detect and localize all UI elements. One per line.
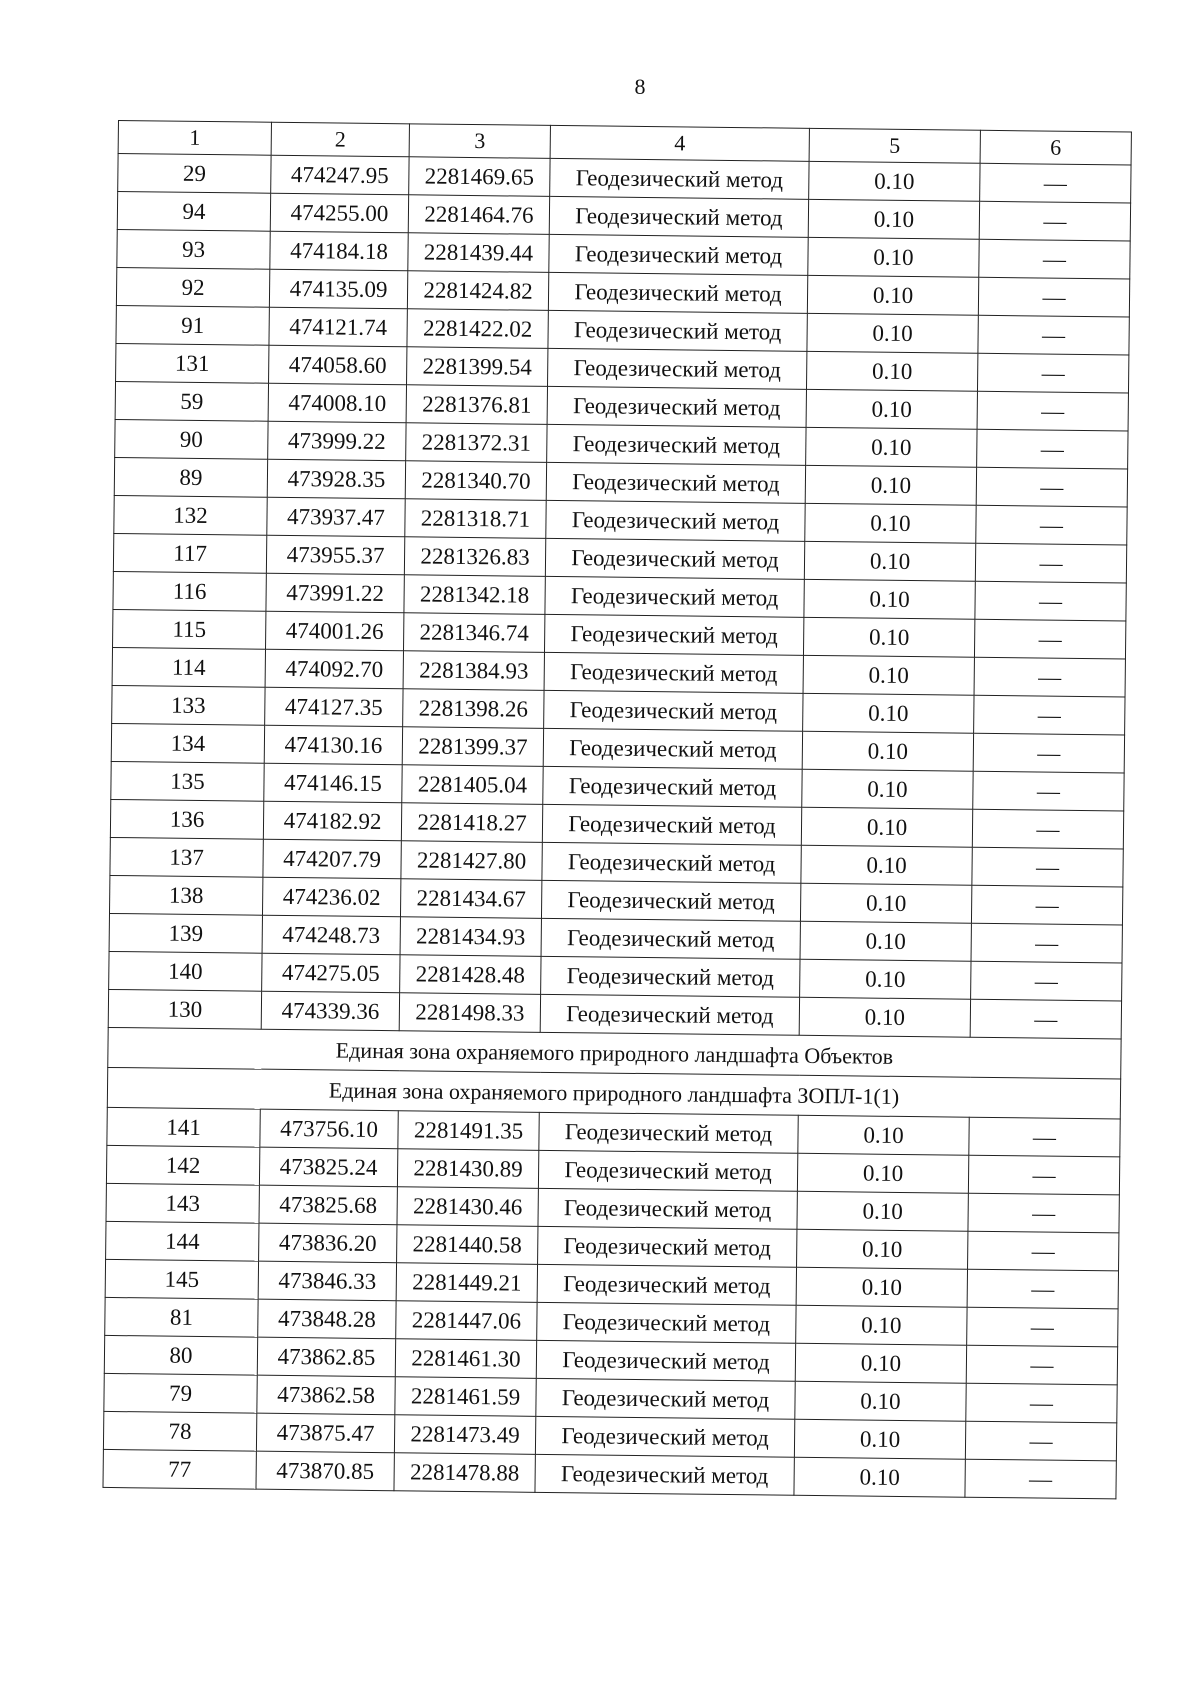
method-cell: Геодезический метод	[545, 576, 804, 617]
method-cell: Геодезический метод	[550, 158, 809, 199]
x-coordinate-cell: 474275.05	[262, 953, 400, 993]
note-cell: —	[971, 961, 1122, 1001]
accuracy-cell: 0.10	[806, 427, 977, 467]
accuracy-cell: 0.10	[801, 807, 972, 847]
accuracy-cell: 0.10	[794, 1457, 965, 1497]
accuracy-cell: 0.10	[800, 959, 971, 999]
method-cell: Геодезический метод	[545, 538, 804, 579]
x-coordinate-cell: 473991.22	[266, 573, 404, 613]
method-cell: Геодезический метод	[541, 918, 800, 959]
x-coordinate-cell: 474207.79	[263, 839, 401, 879]
point-number-cell: 135	[111, 761, 264, 801]
method-cell: Геодезический метод	[544, 690, 803, 731]
y-coordinate-cell: 2281424.82	[407, 271, 548, 311]
x-coordinate-cell: 473825.68	[259, 1185, 397, 1225]
note-cell: —	[965, 1421, 1116, 1461]
note-cell: —	[970, 999, 1121, 1039]
point-number-cell: 133	[112, 685, 265, 725]
column-header: 3	[409, 124, 550, 159]
method-cell: Геодезический метод	[544, 614, 803, 655]
method-cell: Геодезический метод	[548, 348, 807, 389]
note-cell: —	[977, 353, 1128, 393]
method-cell: Геодезический метод	[536, 1340, 795, 1381]
point-number-cell: 114	[112, 647, 265, 687]
point-number-cell: 134	[111, 723, 264, 763]
accuracy-cell: 0.10	[808, 237, 979, 277]
x-coordinate-cell: 473756.10	[260, 1109, 398, 1149]
note-cell: —	[966, 1383, 1117, 1423]
accuracy-cell: 0.10	[808, 199, 979, 239]
note-cell: —	[976, 505, 1127, 545]
method-cell: Геодезический метод	[541, 956, 800, 997]
note-cell: —	[967, 1269, 1118, 1309]
point-number-cell: 90	[115, 419, 268, 459]
y-coordinate-cell: 2281342.18	[404, 575, 545, 615]
point-number-cell: 141	[107, 1107, 260, 1147]
y-coordinate-cell: 2281399.54	[407, 347, 548, 387]
point-number-cell: 79	[104, 1373, 257, 1413]
y-coordinate-cell: 2281384.93	[403, 651, 544, 691]
note-cell: —	[974, 619, 1125, 659]
point-number-cell: 137	[110, 837, 263, 877]
method-cell: Геодезический метод	[537, 1264, 796, 1305]
point-number-cell: 77	[103, 1449, 256, 1489]
y-coordinate-cell: 2281430.89	[397, 1149, 538, 1189]
accuracy-cell: 0.10	[806, 389, 977, 429]
note-cell: —	[968, 1231, 1119, 1271]
accuracy-cell: 0.10	[803, 617, 974, 657]
point-number-cell: 136	[110, 799, 263, 839]
method-cell: Геодезический метод	[547, 424, 806, 465]
x-coordinate-cell: 473999.22	[268, 421, 406, 461]
method-cell: Геодезический метод	[544, 652, 803, 693]
point-number-cell: 89	[114, 457, 267, 497]
x-coordinate-cell: 474127.35	[265, 687, 403, 727]
method-cell: Геодезический метод	[542, 804, 801, 845]
y-coordinate-cell: 2281405.04	[402, 765, 543, 805]
accuracy-cell: 0.10	[799, 997, 970, 1037]
note-cell: —	[977, 429, 1128, 469]
point-number-cell: 144	[106, 1221, 259, 1261]
accuracy-cell: 0.10	[805, 503, 976, 543]
accuracy-cell: 0.10	[807, 275, 978, 315]
note-cell: —	[972, 809, 1123, 849]
method-cell: Геодезический метод	[548, 272, 807, 313]
x-coordinate-cell: 474184.18	[270, 231, 408, 271]
note-cell: —	[976, 467, 1127, 507]
accuracy-cell: 0.10	[795, 1343, 966, 1383]
method-cell: Геодезический метод	[548, 310, 807, 351]
y-coordinate-cell: 2281422.02	[407, 309, 548, 349]
y-coordinate-cell: 2281439.44	[408, 233, 549, 273]
note-cell: —	[979, 239, 1130, 279]
accuracy-cell: 0.10	[805, 465, 976, 505]
method-cell: Геодезический метод	[543, 728, 802, 769]
x-coordinate-cell: 474247.95	[271, 155, 409, 195]
accuracy-cell: 0.10	[795, 1381, 966, 1421]
x-coordinate-cell: 474092.70	[265, 649, 403, 689]
accuracy-cell: 0.10	[801, 845, 972, 885]
note-cell: —	[968, 1193, 1119, 1233]
x-coordinate-cell: 474058.60	[269, 345, 407, 385]
note-cell: —	[975, 581, 1126, 621]
method-cell: Геодезический метод	[538, 1188, 797, 1229]
accuracy-cell: 0.10	[807, 313, 978, 353]
note-cell: —	[971, 923, 1122, 963]
x-coordinate-cell: 474255.00	[270, 193, 408, 233]
method-cell: Геодезический метод	[546, 462, 805, 503]
y-coordinate-cell: 2281473.49	[394, 1415, 535, 1455]
note-cell: —	[978, 277, 1129, 317]
point-number-cell: 94	[117, 192, 270, 232]
note-cell: —	[968, 1155, 1119, 1195]
point-number-cell: 93	[117, 229, 270, 269]
method-cell: Геодезический метод	[537, 1302, 796, 1343]
method-cell: Геодезический метод	[542, 842, 801, 883]
y-coordinate-cell: 2281434.93	[400, 917, 541, 957]
y-coordinate-cell: 2281318.71	[405, 499, 546, 539]
x-coordinate-cell: 473825.24	[259, 1147, 397, 1187]
method-cell: Геодезический метод	[540, 994, 799, 1035]
y-coordinate-cell: 2281461.30	[395, 1339, 536, 1379]
note-cell: —	[974, 657, 1125, 697]
note-cell: —	[977, 391, 1128, 431]
method-cell: Геодезический метод	[547, 386, 806, 427]
x-coordinate-cell: 474339.36	[261, 991, 399, 1031]
y-coordinate-cell: 2281464.76	[408, 195, 549, 235]
x-coordinate-cell: 474236.02	[262, 877, 400, 917]
column-header: 1	[118, 121, 271, 156]
y-coordinate-cell: 2281428.48	[400, 955, 541, 995]
x-coordinate-cell: 474130.16	[264, 725, 402, 765]
x-coordinate-cell: 474135.09	[269, 269, 407, 309]
table-body	[103, 121, 1131, 1499]
y-coordinate-cell: 2281430.46	[397, 1187, 538, 1227]
method-cell: Геодезический метод	[543, 766, 802, 807]
x-coordinate-cell: 473846.33	[258, 1261, 396, 1301]
y-coordinate-cell: 2281340.70	[405, 461, 546, 501]
y-coordinate-cell: 2281399.37	[402, 727, 543, 767]
note-cell: —	[966, 1345, 1117, 1385]
column-header: 4	[550, 125, 809, 161]
x-coordinate-cell: 473955.37	[266, 535, 404, 575]
y-coordinate-cell: 2281469.65	[409, 157, 550, 197]
y-coordinate-cell: 2281447.06	[396, 1301, 537, 1341]
accuracy-cell: 0.10	[802, 731, 973, 771]
coordinates-table	[102, 120, 1131, 1499]
x-coordinate-cell: 474008.10	[268, 383, 406, 423]
accuracy-cell: 0.10	[803, 655, 974, 695]
accuracy-cell: 0.10	[806, 351, 977, 391]
point-number-cell: 116	[113, 571, 266, 611]
point-number-cell: 131	[116, 343, 269, 383]
point-number-cell: 142	[106, 1145, 259, 1185]
point-number-cell: 140	[109, 951, 262, 991]
note-cell: —	[979, 201, 1130, 241]
method-cell: Геодезический метод	[549, 234, 808, 275]
method-cell: Геодезический метод	[539, 1112, 798, 1153]
point-number-cell: 139	[109, 913, 262, 953]
point-number-cell: 78	[103, 1411, 256, 1451]
accuracy-cell: 0.10	[794, 1419, 965, 1459]
y-coordinate-cell: 2281461.59	[395, 1377, 536, 1417]
accuracy-cell: 0.10	[803, 693, 974, 733]
section-title: Единая зона охраняемого природного ландшафта Объектов	[108, 1027, 1121, 1078]
note-cell: —	[973, 771, 1124, 811]
method-cell: Геодезический метод	[536, 1378, 795, 1419]
note-cell: —	[972, 847, 1123, 887]
method-cell: Геодезический метод	[535, 1416, 794, 1457]
accuracy-cell: 0.10	[800, 883, 971, 923]
column-header: 2	[271, 122, 409, 157]
y-coordinate-cell: 2281440.58	[397, 1225, 538, 1265]
method-cell: Геодезический метод	[538, 1226, 797, 1267]
y-coordinate-cell: 2281491.35	[398, 1111, 539, 1151]
note-cell: —	[967, 1307, 1118, 1347]
x-coordinate-cell: 474121.74	[269, 307, 407, 347]
method-cell: Геодезический метод	[538, 1150, 797, 1191]
x-coordinate-cell: 473937.47	[267, 497, 405, 537]
note-cell: —	[971, 885, 1122, 925]
note-cell: —	[969, 1117, 1120, 1157]
y-coordinate-cell: 2281398.26	[403, 689, 544, 729]
note-cell: —	[973, 733, 1124, 773]
accuracy-cell: 0.10	[797, 1153, 968, 1193]
x-coordinate-cell: 473836.20	[259, 1223, 397, 1263]
accuracy-cell: 0.10	[797, 1191, 968, 1231]
note-cell: —	[980, 163, 1131, 203]
x-coordinate-cell: 474001.26	[266, 611, 404, 651]
accuracy-cell: 0.10	[798, 1115, 969, 1155]
method-cell: Геодезический метод	[541, 880, 800, 921]
y-coordinate-cell: 2281376.81	[406, 385, 547, 425]
point-number-cell: 117	[113, 533, 266, 573]
accuracy-cell: 0.10	[804, 579, 975, 619]
accuracy-cell: 0.10	[804, 541, 975, 581]
point-number-cell: 143	[106, 1183, 259, 1223]
section-title: Единая зона охраняемого природного ландшафта ЗОПЛ-1(1)	[107, 1067, 1120, 1118]
coordinates-table-wrapper	[102, 120, 1131, 1499]
point-number-cell: 132	[114, 495, 267, 535]
y-coordinate-cell: 2281449.21	[396, 1263, 537, 1303]
point-number-cell: 145	[105, 1259, 258, 1299]
point-number-cell: 59	[115, 381, 268, 421]
y-coordinate-cell: 2281346.74	[403, 613, 544, 653]
note-cell: —	[978, 315, 1129, 355]
point-number-cell: 29	[118, 154, 271, 194]
y-coordinate-cell: 2281498.33	[399, 993, 540, 1033]
x-coordinate-cell: 474182.92	[263, 801, 401, 841]
x-coordinate-cell: 473870.85	[256, 1451, 394, 1491]
accuracy-cell: 0.10	[809, 161, 980, 201]
y-coordinate-cell: 2281326.83	[404, 537, 545, 577]
y-coordinate-cell: 2281478.88	[394, 1453, 535, 1493]
accuracy-cell: 0.10	[796, 1305, 967, 1345]
page-number: 8	[634, 74, 646, 99]
point-number-cell: 115	[113, 609, 266, 649]
note-cell: —	[974, 695, 1125, 735]
x-coordinate-cell: 473862.85	[257, 1337, 395, 1377]
x-coordinate-cell: 473862.58	[257, 1375, 395, 1415]
column-header: 5	[809, 128, 980, 163]
y-coordinate-cell: 2281434.67	[400, 879, 541, 919]
method-cell: Геодезический метод	[546, 500, 805, 541]
y-coordinate-cell: 2281427.80	[401, 841, 542, 881]
y-coordinate-cell: 2281418.27	[401, 803, 542, 843]
accuracy-cell: 0.10	[802, 769, 973, 809]
x-coordinate-cell: 474146.15	[264, 763, 402, 803]
method-cell: Геодезический метод	[549, 196, 808, 237]
note-cell: —	[965, 1459, 1116, 1499]
method-cell: Геодезический метод	[535, 1454, 794, 1495]
point-number-cell: 91	[116, 305, 269, 345]
point-number-cell: 81	[105, 1297, 258, 1337]
y-coordinate-cell: 2281372.31	[406, 423, 547, 463]
point-number-cell: 80	[104, 1335, 257, 1375]
column-header: 6	[980, 130, 1131, 165]
x-coordinate-cell: 474248.73	[262, 915, 400, 955]
note-cell: —	[975, 543, 1126, 583]
point-number-cell: 130	[108, 989, 261, 1029]
point-number-cell: 138	[109, 875, 262, 915]
point-number-cell: 92	[116, 267, 269, 307]
accuracy-cell: 0.10	[800, 921, 971, 961]
accuracy-cell: 0.10	[796, 1267, 967, 1307]
x-coordinate-cell: 473848.28	[258, 1299, 396, 1339]
accuracy-cell: 0.10	[797, 1229, 968, 1269]
x-coordinate-cell: 473928.35	[267, 459, 405, 499]
x-coordinate-cell: 473875.47	[256, 1413, 394, 1453]
